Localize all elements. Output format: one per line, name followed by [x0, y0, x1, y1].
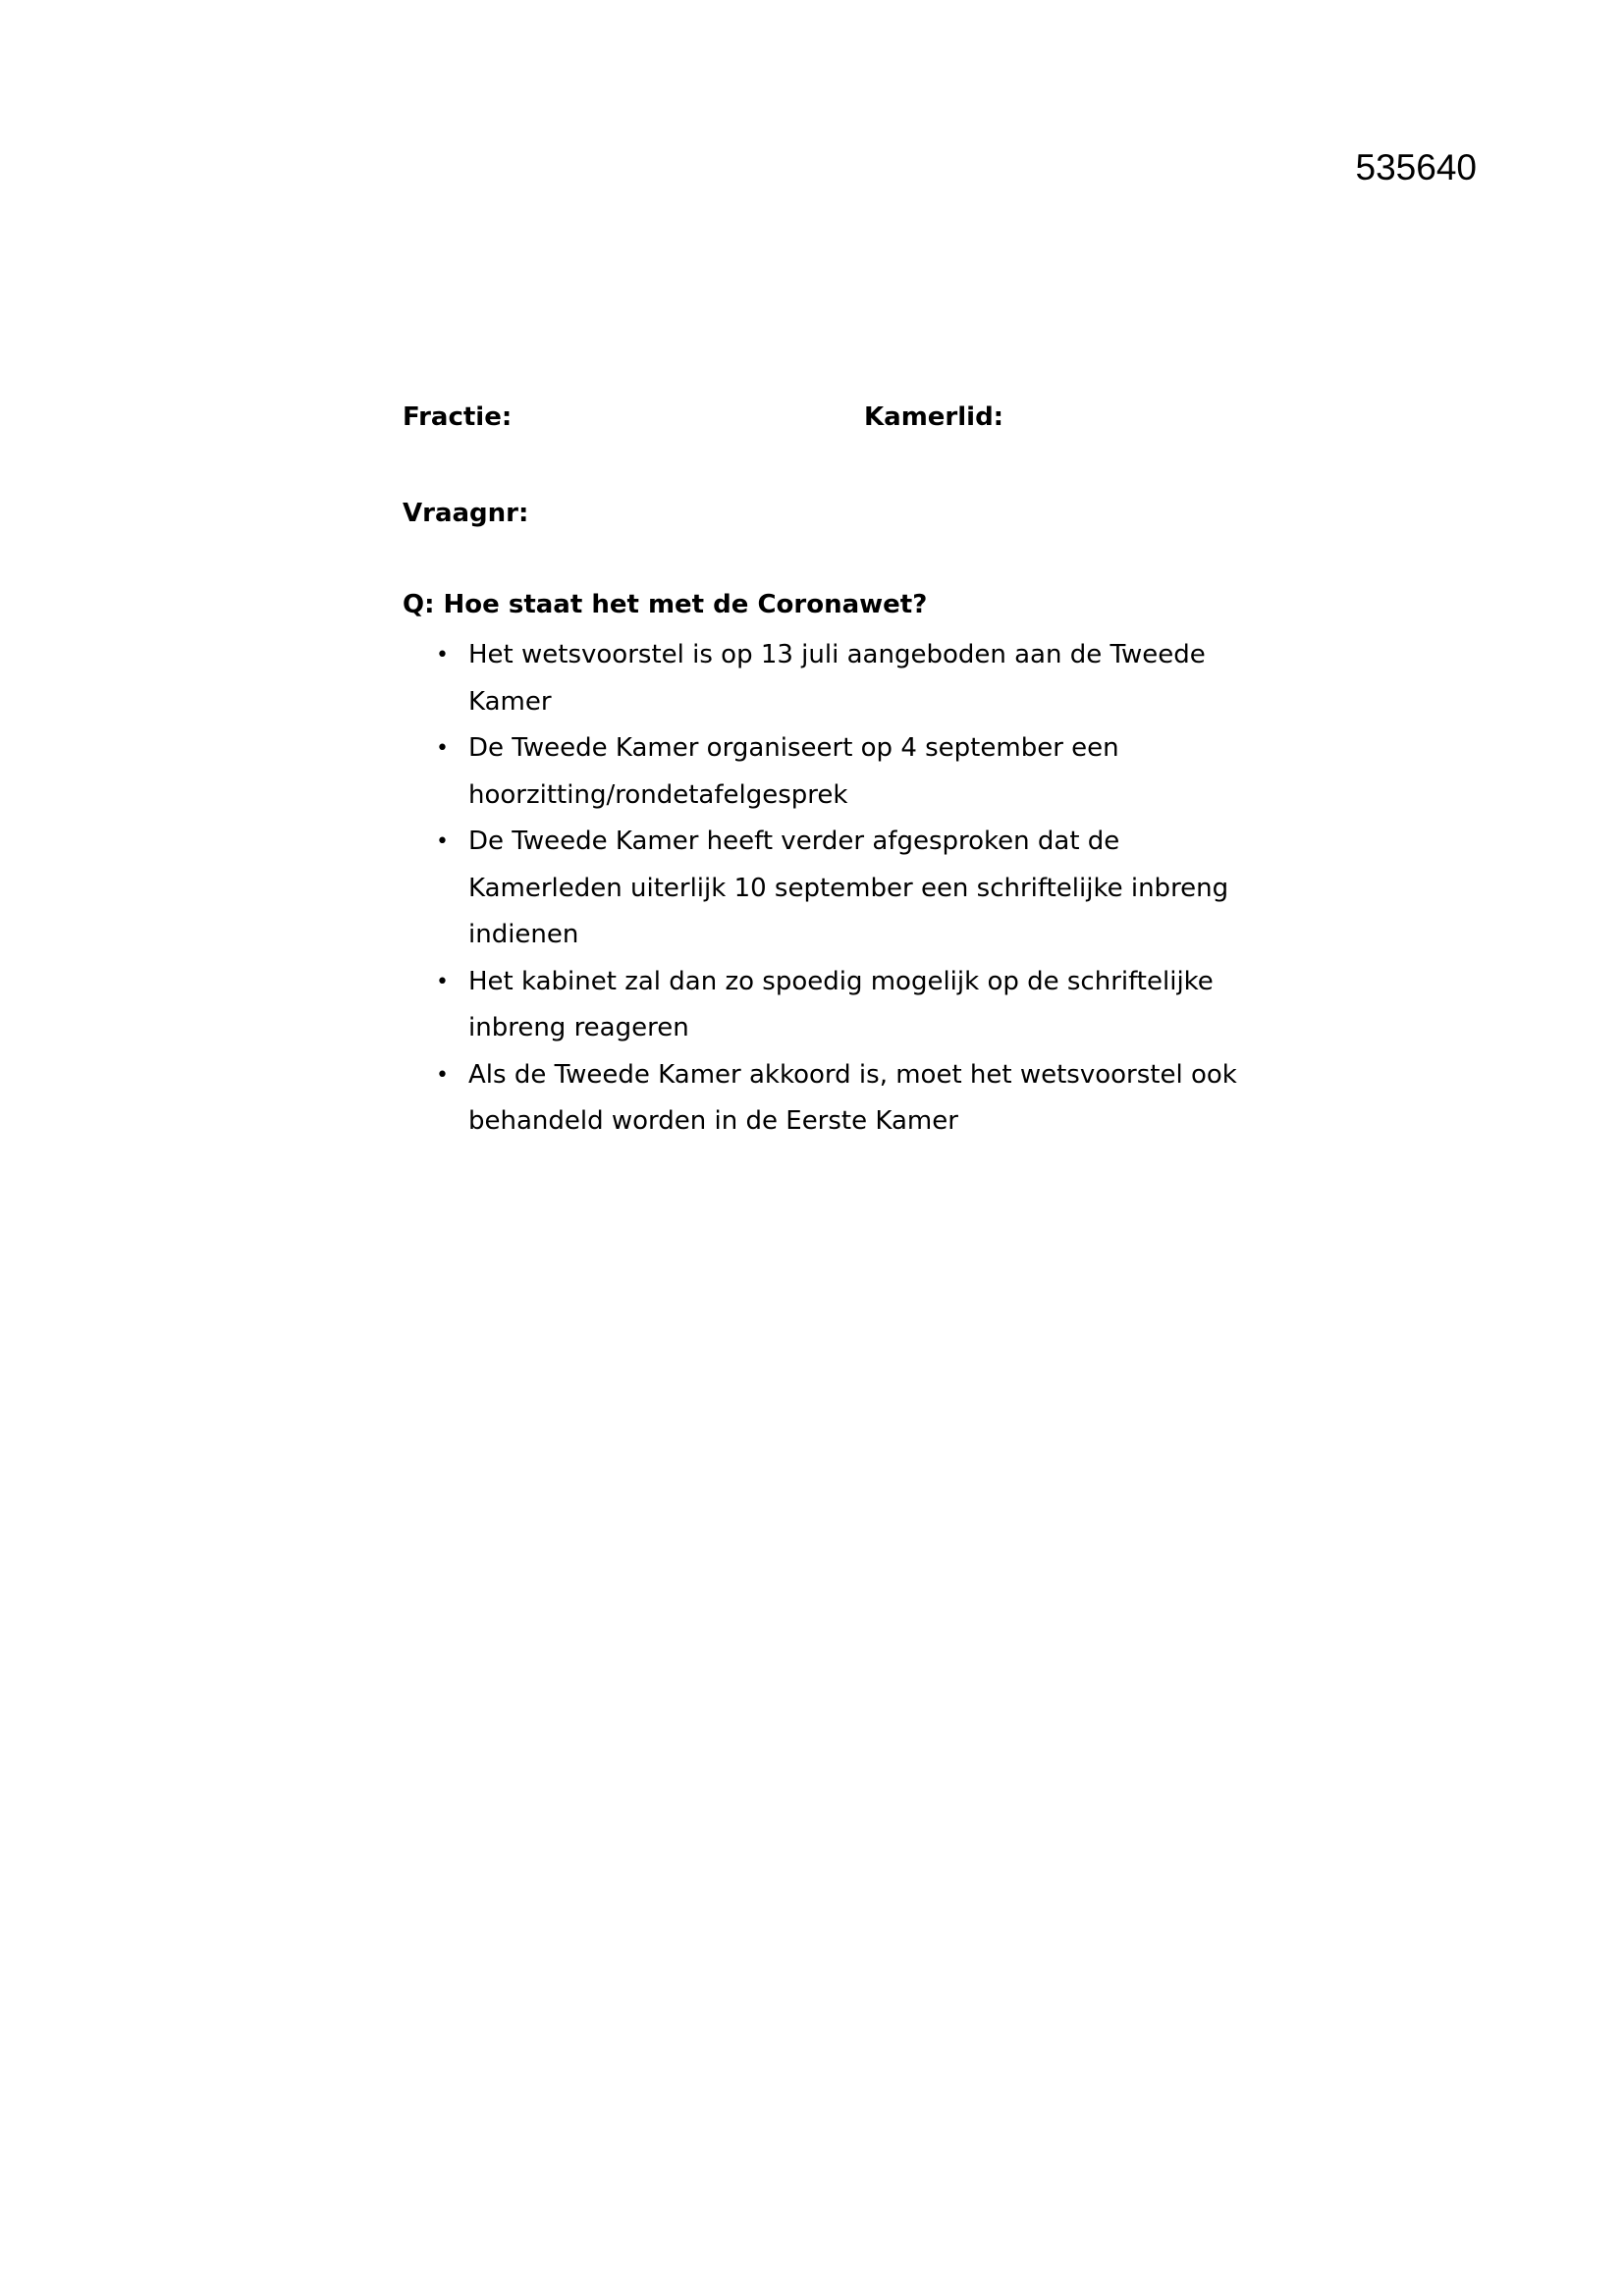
bullet-icon: • [436, 643, 449, 667]
answer-item [403, 959, 1244, 1052]
answer-text: Het kabinet zal dan zo spoedig mogelijk op de schriftelijke inbreng reageren [468, 966, 1214, 1042]
bullet-icon: • [436, 829, 449, 854]
question-heading: Q: Hoe staat het met de Coronawet? [403, 590, 928, 619]
answer-text: De Tweede Kamer organiseert op 4 september een hoorzitting/rondetafelgesprek [468, 733, 1119, 810]
answer-text: Als de Tweede Kamer akkoord is, moet het wetsvoorstel ook behandeld worden in de Eerste Kamer [468, 1059, 1237, 1136]
answer-item [403, 819, 1244, 959]
bullet-icon: • [436, 969, 449, 994]
kamerlid-label: Kamerlid: [864, 402, 1004, 432]
document-number: 535640 [1355, 147, 1477, 187]
bullet-icon: • [436, 736, 449, 761]
vraagnr-label: Vraagnr: [403, 499, 529, 528]
bullet-icon: • [436, 1062, 449, 1088]
answer-text: De Tweede Kamer heeft verder afgesproken dat de Kamerleden uiterlijk 10 september een schriftelijke inbreng indienen [468, 827, 1229, 949]
answer-item [403, 725, 1244, 819]
answer-list [403, 632, 1267, 1146]
fractie-label: Fractie: [403, 402, 513, 432]
answer-item [403, 1052, 1244, 1146]
answer-item [403, 632, 1244, 725]
answer-text: Het wetsvoorstel is op 13 juli aangeboden aan de Tweede Kamer [468, 640, 1206, 717]
